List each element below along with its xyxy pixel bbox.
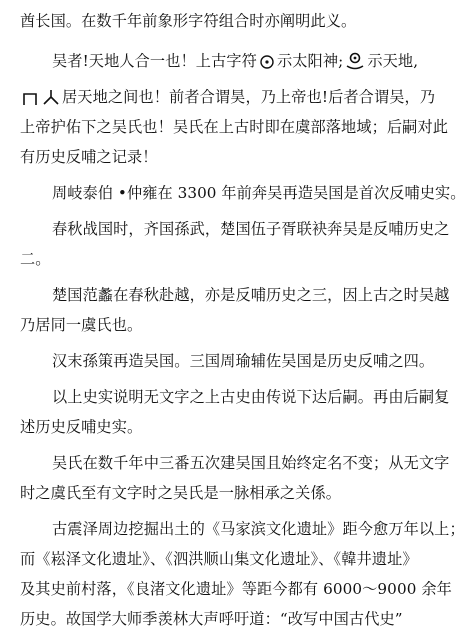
- text-line-18: 及其史前村落，《良渚文化遗址》等距今都有 6000～9000 余年: [20, 580, 452, 598]
- text-line-12: 以上史实说明无文字之上古史由传说下达后嗣。再由后嗣复: [52, 388, 450, 406]
- text-line-1: 酋长国。在数千年前象形字符组合时亦阐明此义。: [20, 12, 357, 30]
- text-segment: 吴者!天地人合一也！上古字符: [52, 52, 257, 70]
- sun-glyph-icon: [259, 54, 275, 70]
- text-line-14: 吴氏在数千年中三番五次建吴国且始终定名不变；从无文字: [52, 454, 450, 472]
- text-line-11: 汉末孫策再造吴国。三国周瑜辅佐吴国是历史反哺之四。: [52, 352, 435, 370]
- roof-glyph-icon: [22, 90, 38, 106]
- text-line-15: 时之虞氏至有文字时之吴氏是一脉相承之关係。: [20, 484, 342, 502]
- person-glyph-icon: [42, 88, 60, 106]
- text-segment: 示太阳神;: [276, 52, 344, 70]
- text-line-6: 周岐泰伯 •仲雍在 3300 年前奔吴再造吴国是首次反哺史实。: [52, 184, 466, 202]
- text-line-4: 上帝护佑下之吴氏也！吴氏在上古时即在虞部落地域；后嗣对此: [20, 118, 449, 136]
- text-line-8: 二。: [20, 250, 51, 268]
- text-segment: 居天地之间也！前者合谓昊，乃上帝也!后者合谓吴，乃: [62, 88, 436, 106]
- text-line-13: 述历史反哺史实。: [20, 418, 143, 436]
- text-line-7: 春秋战国时，齐国孫武，楚国伍子胥联袂奔吴是反哺历史之: [52, 220, 450, 238]
- text-line-2: [52, 51, 418, 71]
- text-line-5: 有历史反哺之记录！: [20, 148, 158, 166]
- text-line-10: 乃居同一虞氏也。: [20, 316, 143, 334]
- text-line-3: [20, 87, 435, 107]
- text-line-16: 古震泽周边挖掘出土的《马家滨文化遗址》距今愈万年以上；: [52, 520, 465, 538]
- text-line-19: 历史。故国学大师季羡林大声呼吁道：“改写中国古代史”: [20, 610, 403, 628]
- text-line-17: 而《崧泽文化遗址》、《泗洪顺山集文化遗址》、《韓井遗址》: [20, 550, 418, 568]
- text-line-9: 楚国范蠡在春秋赴越，亦是反哺历史之三，因上古之时吴越: [52, 286, 450, 304]
- heaven-earth-glyph-icon: [345, 52, 365, 70]
- text-segment: 示天地,: [367, 52, 419, 70]
